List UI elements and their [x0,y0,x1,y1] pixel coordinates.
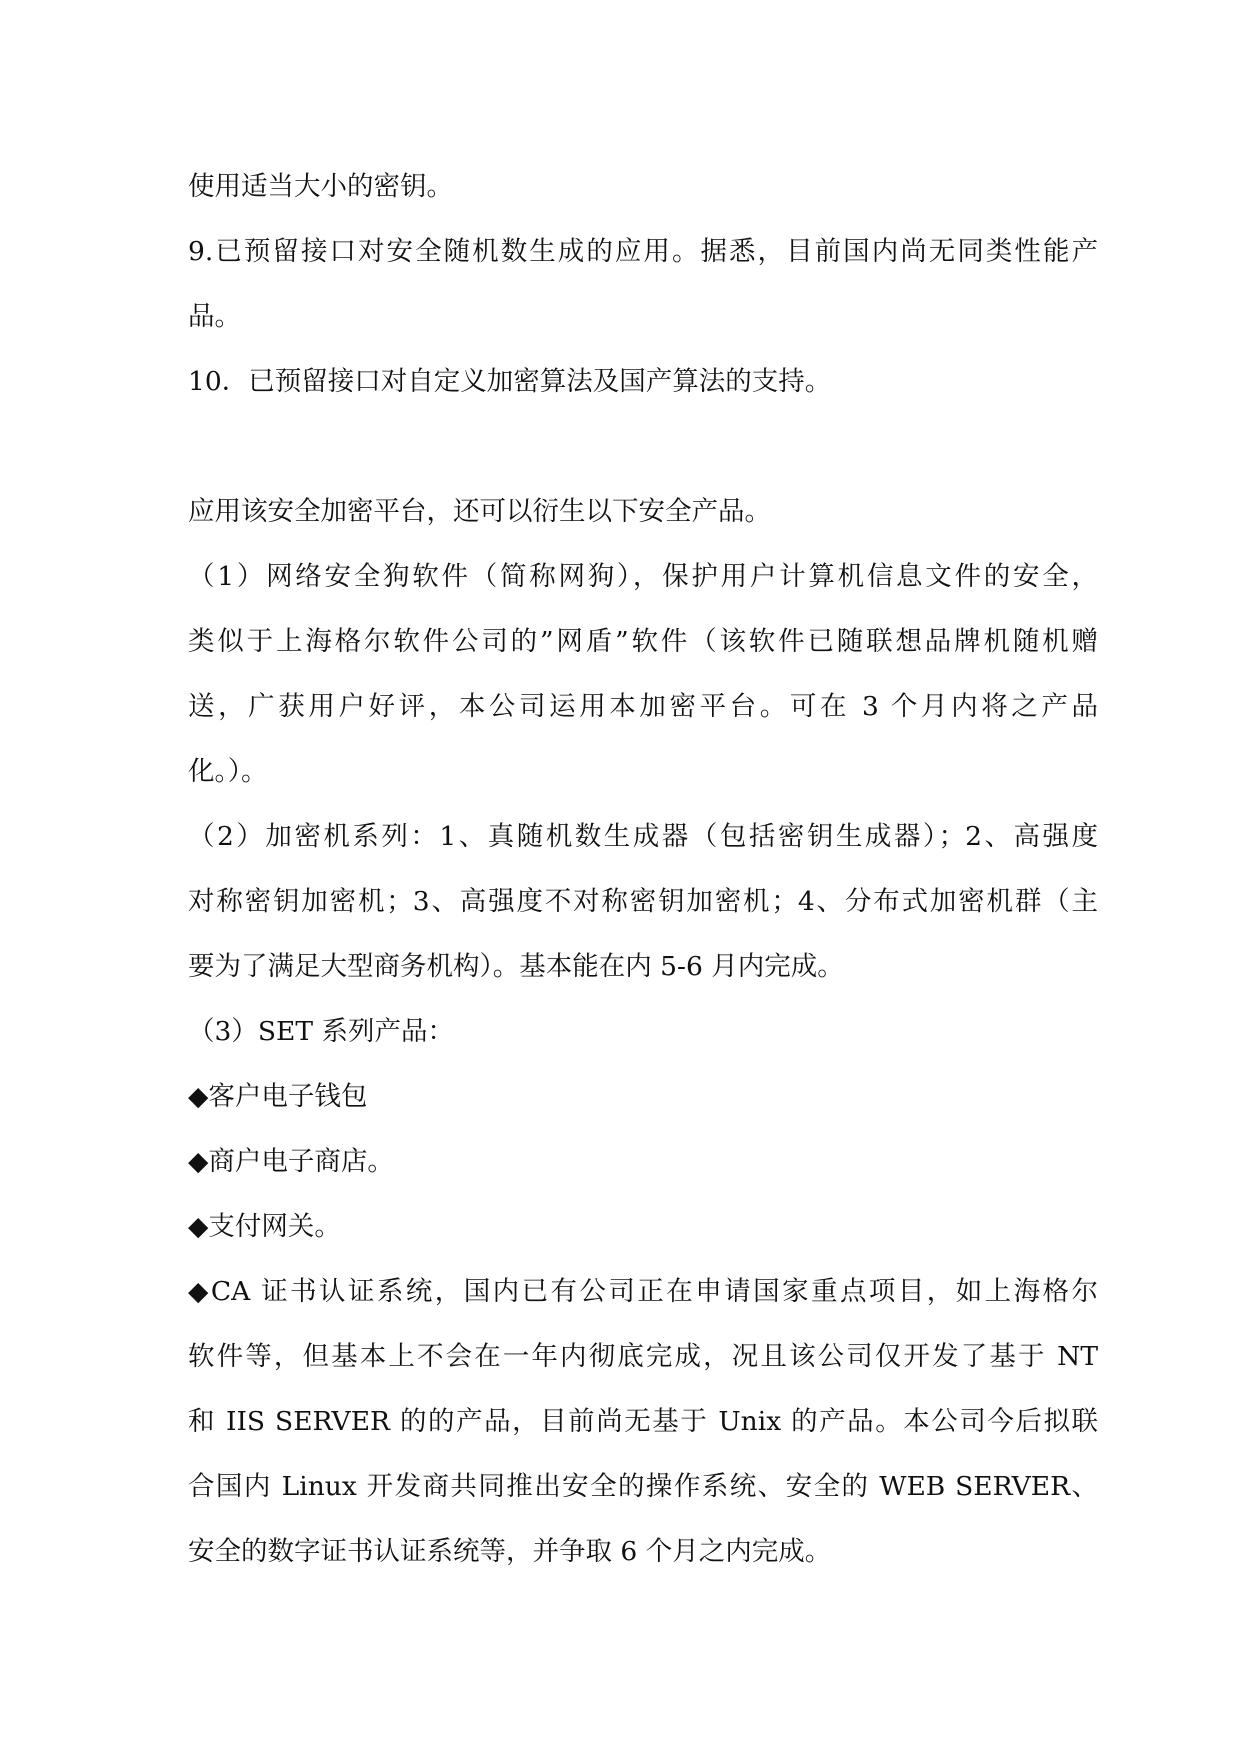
text-line-4: 10．已预留接口对自定义加密算法及国产算法的支持。 [188,366,832,397]
text-line-22: 安全的数字证书认证系统等，并争取 6 个月之内完成。 [188,1536,832,1567]
paragraph-gap [188,414,1098,479]
text-line-12: 对称密钥加密机；3、高强度不对称密钥加密机；4、分布式加密机群（主 [188,886,1098,917]
text-line-8: 类似于上海格尔软件公司的”网盾”软件（该软件已随联想品牌机随机赠 [188,626,1098,657]
text-line-2: 9.已预留接口对安全随机数生成的应用。据悉，目前国内尚无同类性能产 [188,236,1098,267]
text-line-13: 要为了满足大型商务机构）。基本能在内 5-6 月内完成。 [188,951,844,982]
text-line-10: 化。）。 [188,756,268,787]
bullet-line-4: ◆CA 证书认证系统，国内已有公司正在申请国家重点项目，如上海格尔 [188,1276,1098,1307]
text-line-11: （2）加密机系列：1、真随机数生成器（包括密钥生成器）；2、高强度 [188,821,1098,852]
text-line-6: 应用该安全加密平台，还可以衍生以下安全产品。 [188,496,771,527]
text-line-14: （3）SET 系列产品： [188,1016,454,1047]
text-line-21: 合国内 Linux 开发商共同推出安全的操作系统、安全的 WEB SERVER、 [188,1471,1098,1502]
bullet-line-1: ◆客户电子钱包 [188,1081,368,1112]
text-line-7: （1）网络安全狗软件（简称网狗），保护用户计算机信息文件的安全， [188,561,1098,592]
text-line-19: 软件等，但基本上不会在一年内彻底完成，况且该公司仅开发了基于 NT [188,1341,1098,1372]
bullet-line-3: ◆支付网关。 [188,1211,341,1242]
text-line-1: 使用适当大小的密钥。 [188,171,453,202]
text-line-3: 品。 [188,301,241,332]
bullet-line-2: ◆商户电子商店。 [188,1146,394,1177]
text-line-9: 送，广获用户好评，本公司运用本加密平台。可在 3 个月内将之产品 [188,691,1098,722]
text-line-20: 和 IIS SERVER 的的产品，目前尚无基于 Unix 的产品。本公司今后拟联 [188,1406,1098,1437]
document-body [188,154,1098,1584]
